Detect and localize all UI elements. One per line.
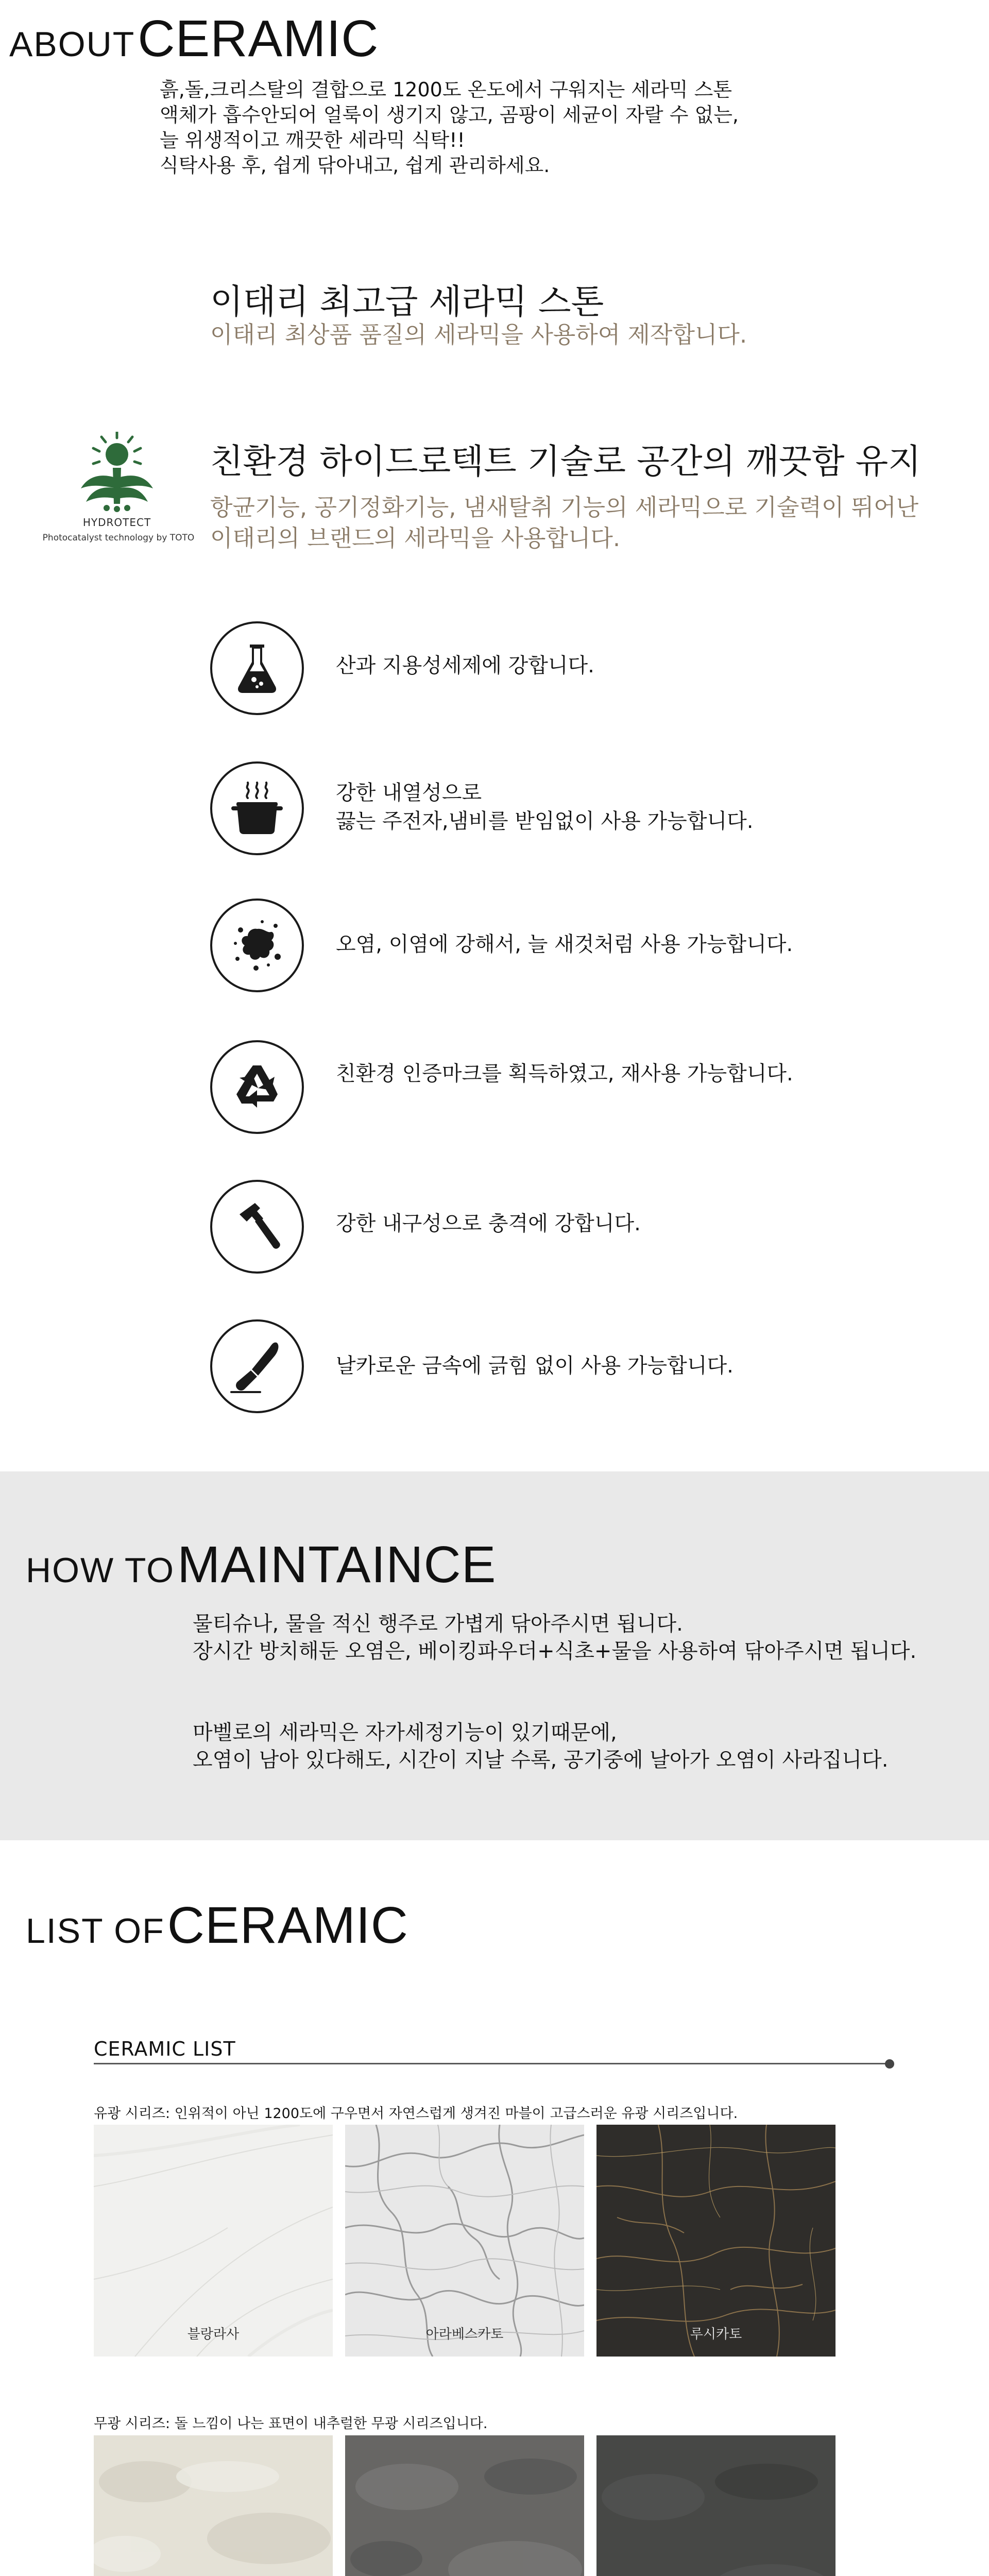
tile-lucicato[interactable] (596, 2125, 835, 2357)
feature-line: 친환경 인증마크를 획득하였고, 재사용 가능합니다. (336, 1062, 793, 1086)
stone-texture (596, 2435, 835, 2576)
tile-bianco[interactable] (94, 2435, 333, 2576)
maintenance-title (26, 1535, 496, 1595)
about-line: 흙,돌,크리스탈의 결합으로 1200도 온도에서 구워지는 세라믹 스톤 (160, 78, 732, 101)
list-title-small: LIST OF (26, 1911, 165, 1951)
hot-pot-icon (210, 761, 304, 855)
hydrotect-logo-name: HYDROTECT (82, 516, 151, 529)
eco-subheading (210, 492, 918, 554)
recycle-icon (210, 1040, 304, 1134)
feature-line: 강한 내구성으로 충격에 강합니다. (336, 1212, 641, 1235)
ceramic-list-label: CERAMIC LIST (94, 2038, 236, 2060)
tile-name: 루시카토 (690, 2327, 742, 2342)
hammer-icon (210, 1180, 304, 1274)
knife-icon (210, 1319, 304, 1413)
stain-splash-icon (210, 899, 304, 992)
about-description (160, 77, 829, 178)
feature-line: 오염, 이염에 강해서, 늘 새것처럼 사용 가능합니다. (336, 933, 793, 956)
eco-sub-line: 항균기능, 공기정화기능, 냄새탈취 기능의 세라믹으로 기술력이 뛰어난 (210, 494, 919, 521)
feature-line: 강한 내열성으로 (336, 781, 482, 805)
italy-heading: 이태리 최고급 세라믹 스톤 (210, 282, 604, 321)
about-title-large: CERAMIC (138, 10, 379, 67)
feature-text (336, 1060, 793, 1088)
divider-dot-icon (885, 2059, 894, 2069)
divider (94, 2063, 891, 2064)
stone-texture (345, 2435, 584, 2576)
hydrotect-emblem-icon (42, 432, 192, 514)
feature-line: 날카로운 금속에 긁힘 없이 사용 가능합니다. (336, 1354, 734, 1378)
eco-sub-line: 이태리의 브랜드의 세라믹을 사용합니다. (210, 524, 621, 552)
about-title (9, 9, 379, 69)
glossy-series-caption: 유광 시리즈: 인위적이 아닌 1200도에 구우면서 자연스럽게 생겨진 마블이 고급스러운 유광 시리즈입니다. (94, 2106, 738, 2122)
feature-text (336, 652, 594, 680)
tile-grey[interactable] (345, 2435, 584, 2576)
matte-series-caption: 무광 시리즈: 돌 느낌이 나는 표면이 내추럴한 무광 시리즈입니다. (94, 2416, 488, 2432)
marble-texture (94, 2125, 333, 2357)
about-title-small: ABOUT (9, 25, 135, 64)
maintenance-line: 물티슈나, 물을 적신 행주로 가볍게 닦아주시면 됩니다. (193, 1612, 683, 1636)
maintenance-para-2 (193, 1719, 888, 1774)
about-line: 늘 위생적이고 깨끗한 세라믹 식탁!! (160, 129, 465, 151)
marble-texture (345, 2125, 584, 2357)
about-line: 액체가 흡수안되어 얼룩이 생기지 않고, 곰팡이 세균이 자랄 수 없는, (160, 104, 739, 126)
maintenance-line: 장시간 방치해둔 오염은, 베이킹파우더+식초+물을 사용하여 닦아주시면 됩니다. (193, 1639, 917, 1663)
feature-text (336, 930, 793, 959)
feature-text (336, 1210, 641, 1238)
feature-text (336, 779, 753, 836)
marble-texture (596, 2125, 835, 2357)
feature-line: 산과 지용성세제에 강합니다. (336, 654, 594, 677)
feature-text (336, 1352, 734, 1380)
about-line: 식탁사용 후, 쉽게 닦아내고, 쉽게 관리하세요. (160, 154, 550, 177)
hydrotect-logo-caption: Photocatalyst technology by TOTO (42, 533, 195, 543)
tile-nero[interactable] (596, 2435, 835, 2576)
maintenance-para-1 (193, 1611, 916, 1665)
flask-icon (210, 621, 304, 715)
maintenance-title-large: MAINTAINCE (177, 1536, 497, 1594)
feature-line: 끓는 주전자,냄비를 받임없이 사용 가능합니다. (336, 809, 754, 833)
tile-blanc-rasa[interactable] (94, 2125, 333, 2357)
stone-texture (94, 2435, 333, 2576)
maintenance-line: 오염이 남아 있다해도, 시간이 지날 수록, 공기중에 날아가 오염이 사라집니다. (193, 1748, 889, 1772)
maintenance-line: 마벨로의 세라믹은 자가세정기능이 있기때문에, (193, 1721, 617, 1744)
maintenance-title-small: HOW TO (26, 1551, 175, 1590)
list-title-large: CERAMIC (167, 1896, 408, 1954)
tile-name: 아라베스카토 (425, 2327, 504, 2342)
list-title (26, 1896, 408, 1955)
italy-subheading: 이태리 최상품 품질의 세라믹을 사용하여 제작합니다. (210, 321, 747, 348)
tile-name: 블랑라사 (187, 2327, 240, 2342)
eco-heading: 친환경 하이드로텍트 기술로 공간의 깨끗함 유지 (210, 442, 922, 481)
tile-arabescato[interactable] (345, 2125, 584, 2357)
